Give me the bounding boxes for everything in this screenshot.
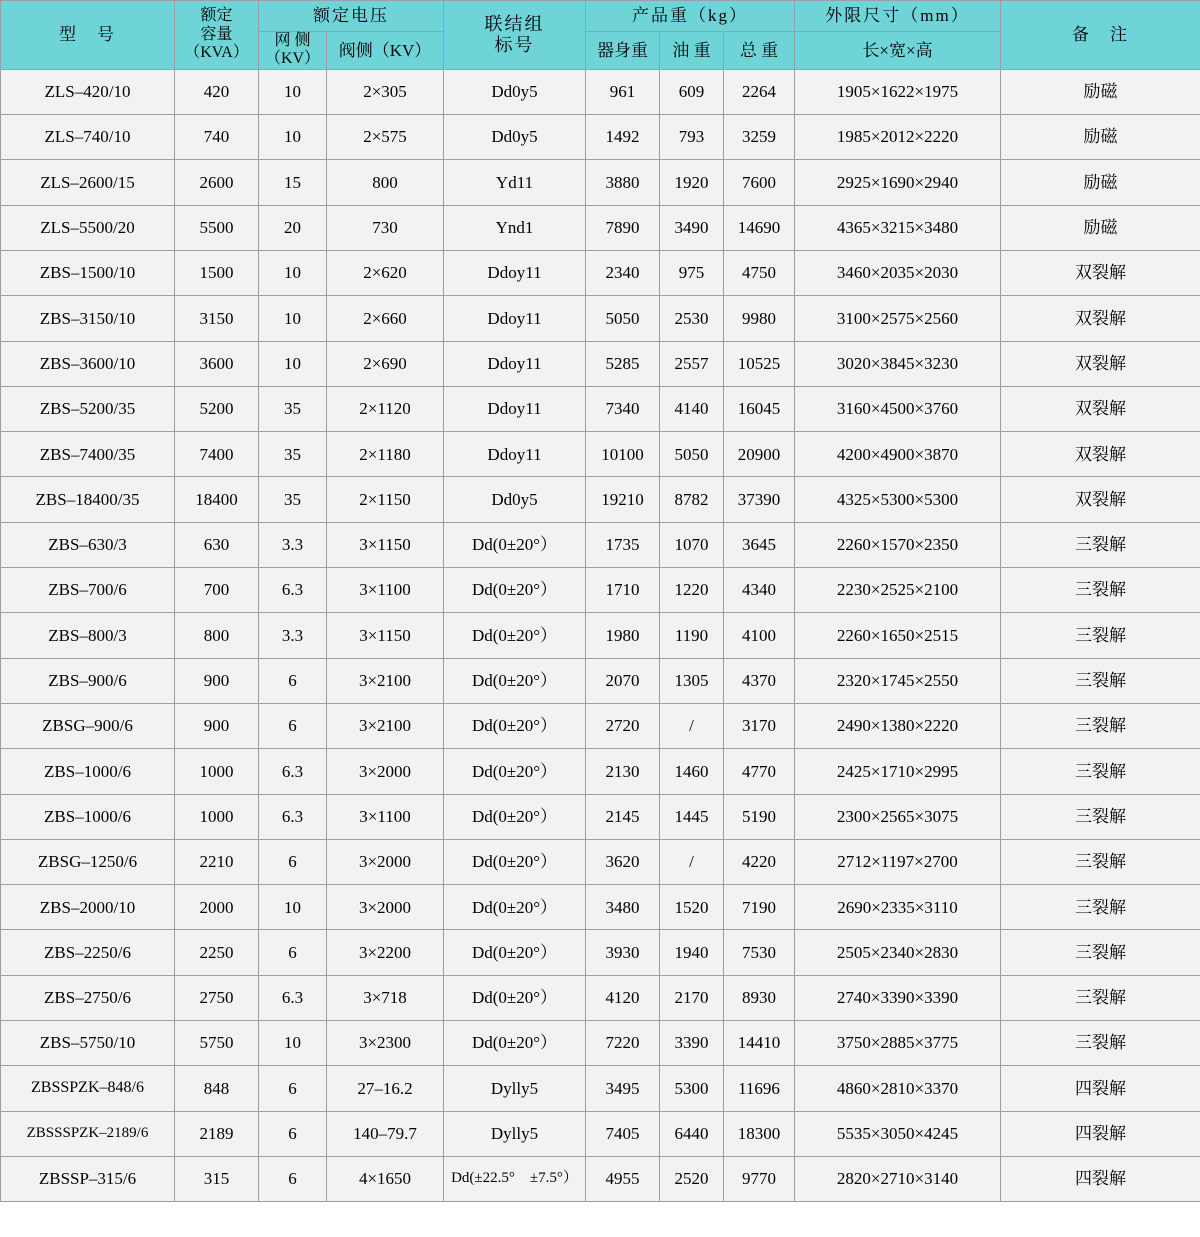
- cell-valve-side: 2×305: [327, 69, 444, 114]
- cell-total-weight: 9770: [724, 1156, 795, 1201]
- cell-connection: Dylly5: [444, 1111, 586, 1156]
- cell-remark: 三裂解: [1001, 794, 1200, 839]
- cell-body-weight: 4120: [586, 975, 660, 1020]
- cell-total-weight: 37390: [724, 477, 795, 522]
- cell-connection: Dd(0±20°）: [444, 613, 586, 658]
- cell-body-weight: 2145: [586, 794, 660, 839]
- cell-connection: Dylly5: [444, 1066, 586, 1111]
- cell-remark: 四裂解: [1001, 1111, 1200, 1156]
- table-row: [1, 250, 1200, 295]
- cell-remark: 三裂解: [1001, 975, 1200, 1020]
- cell-outline-size: 2820×2710×3140: [795, 1156, 1001, 1201]
- cell-outline-size: 3160×4500×3760: [795, 386, 1001, 431]
- cell-oil-weight: 2557: [660, 341, 724, 386]
- table-row: [1, 1066, 1200, 1111]
- cell-valve-side: 2×1150: [327, 477, 444, 522]
- cell-oil-weight: 5050: [660, 432, 724, 477]
- cell-total-weight: 14690: [724, 205, 795, 250]
- cell-body-weight: 4955: [586, 1156, 660, 1201]
- cell-model: ZBS–630/3: [1, 522, 175, 567]
- cell-grid-side: 35: [259, 477, 327, 522]
- table-row: [1, 658, 1200, 703]
- cell-oil-weight: 3390: [660, 1021, 724, 1066]
- cell-body-weight: 7340: [586, 386, 660, 431]
- cell-model: ZBS–2250/6: [1, 930, 175, 975]
- table-row: [1, 115, 1200, 160]
- cell-connection: Dd(0±20°）: [444, 658, 586, 703]
- cell-oil-weight: 3490: [660, 205, 724, 250]
- cell-rated-capacity: 1000: [175, 794, 259, 839]
- cell-model: ZBS–3150/10: [1, 296, 175, 341]
- cell-body-weight: 2130: [586, 749, 660, 794]
- cell-rated-capacity: 2189: [175, 1111, 259, 1156]
- cell-body-weight: 3495: [586, 1066, 660, 1111]
- cell-rated-capacity: 900: [175, 658, 259, 703]
- cell-model: ZBS–7400/35: [1, 432, 175, 477]
- cell-rated-capacity: 315: [175, 1156, 259, 1201]
- cell-grid-side: 6: [259, 658, 327, 703]
- cell-total-weight: 4750: [724, 250, 795, 295]
- cell-valve-side: 3×718: [327, 975, 444, 1020]
- cell-model: ZBSSP–315/6: [1, 1156, 175, 1201]
- cell-total-weight: 16045: [724, 386, 795, 431]
- cell-connection: Ddoy11: [444, 341, 586, 386]
- cell-rated-capacity: 420: [175, 69, 259, 114]
- cell-body-weight: 5050: [586, 296, 660, 341]
- cell-valve-side: 2×660: [327, 296, 444, 341]
- table-row: [1, 341, 1200, 386]
- cell-grid-side: 6.3: [259, 749, 327, 794]
- cell-remark: 励磁: [1001, 115, 1200, 160]
- cell-grid-side: 10: [259, 69, 327, 114]
- cell-outline-size: 1905×1622×1975: [795, 69, 1001, 114]
- cell-grid-side: 6: [259, 1111, 327, 1156]
- cell-remark: 三裂解: [1001, 522, 1200, 567]
- cell-model: ZBSSSPZK–2189/6: [1, 1111, 175, 1156]
- cell-valve-side: 2×1180: [327, 432, 444, 477]
- cell-rated-capacity: 7400: [175, 432, 259, 477]
- cell-connection: Dd(0±20°）: [444, 703, 586, 748]
- cell-oil-weight: 5300: [660, 1066, 724, 1111]
- cell-body-weight: 1980: [586, 613, 660, 658]
- cell-remark: 三裂解: [1001, 568, 1200, 613]
- cell-valve-side: 3×1150: [327, 613, 444, 658]
- header-oil-weight: 油 重: [660, 32, 724, 70]
- cell-body-weight: 10100: [586, 432, 660, 477]
- cell-connection: Dd(0±20°）: [444, 839, 586, 884]
- cell-outline-size: 2490×1380×2220: [795, 703, 1001, 748]
- table-row: [1, 477, 1200, 522]
- cell-total-weight: 4100: [724, 613, 795, 658]
- header-grid-side-line2: （KV）: [264, 50, 321, 68]
- cell-total-weight: 7190: [724, 885, 795, 930]
- cell-connection: Dd(±22.5° ±7.5°）: [444, 1156, 586, 1201]
- cell-valve-side: 3×1100: [327, 568, 444, 613]
- cell-outline-size: 3750×2885×3775: [795, 1021, 1001, 1066]
- cell-total-weight: 2264: [724, 69, 795, 114]
- cell-oil-weight: 1190: [660, 613, 724, 658]
- table-row: [1, 839, 1200, 884]
- cell-grid-side: 35: [259, 432, 327, 477]
- cell-remark: 三裂解: [1001, 658, 1200, 703]
- cell-rated-capacity: 2250: [175, 930, 259, 975]
- cell-rated-capacity: 848: [175, 1066, 259, 1111]
- cell-model: ZBS–5200/35: [1, 386, 175, 431]
- header-remark: 备 注: [1001, 1, 1200, 70]
- table-row: [1, 386, 1200, 431]
- cell-model: ZBS–5750/10: [1, 1021, 175, 1066]
- cell-model: ZBS–700/6: [1, 568, 175, 613]
- cell-grid-side: 10: [259, 341, 327, 386]
- cell-oil-weight: 1940: [660, 930, 724, 975]
- cell-connection: Dd0y5: [444, 115, 586, 160]
- cell-remark: 励磁: [1001, 160, 1200, 205]
- cell-outline-size: 4365×3215×3480: [795, 205, 1001, 250]
- table-row: [1, 296, 1200, 341]
- cell-outline-size: 2425×1710×2995: [795, 749, 1001, 794]
- cell-remark: 四裂解: [1001, 1156, 1200, 1201]
- cell-outline-size: 2690×2335×3110: [795, 885, 1001, 930]
- cell-grid-side: 35: [259, 386, 327, 431]
- cell-oil-weight: 2170: [660, 975, 724, 1020]
- cell-valve-side: 3×1150: [327, 522, 444, 567]
- table-row: [1, 794, 1200, 839]
- cell-rated-capacity: 900: [175, 703, 259, 748]
- cell-connection: Dd(0±20°）: [444, 794, 586, 839]
- cell-remark: 双裂解: [1001, 250, 1200, 295]
- header-rated-capacity-line1: 额定: [200, 7, 233, 25]
- cell-grid-side: 3.3: [259, 522, 327, 567]
- cell-rated-capacity: 2750: [175, 975, 259, 1020]
- header-rated-capacity-line3: （KVA）: [184, 44, 249, 62]
- cell-grid-side: 6.3: [259, 975, 327, 1020]
- cell-total-weight: 9980: [724, 296, 795, 341]
- cell-body-weight: 7890: [586, 205, 660, 250]
- cell-connection: Ddoy11: [444, 250, 586, 295]
- header-connection-group-line2: 标号: [494, 34, 535, 55]
- cell-rated-capacity: 2000: [175, 885, 259, 930]
- cell-model: ZBS–1000/6: [1, 749, 175, 794]
- table-row: [1, 160, 1200, 205]
- cell-model: ZLS–740/10: [1, 115, 175, 160]
- cell-oil-weight: 2520: [660, 1156, 724, 1201]
- cell-rated-capacity: 3600: [175, 341, 259, 386]
- cell-body-weight: 961: [586, 69, 660, 114]
- cell-body-weight: 2070: [586, 658, 660, 703]
- cell-oil-weight: 6440: [660, 1111, 724, 1156]
- cell-grid-side: 6: [259, 703, 327, 748]
- table-row: [1, 749, 1200, 794]
- cell-grid-side: 3.3: [259, 613, 327, 658]
- cell-rated-capacity: 2600: [175, 160, 259, 205]
- cell-outline-size: 2260×1650×2515: [795, 613, 1001, 658]
- table-row: [1, 703, 1200, 748]
- table-row: [1, 568, 1200, 613]
- cell-remark: 双裂解: [1001, 296, 1200, 341]
- cell-valve-side: 3×2000: [327, 839, 444, 884]
- cell-grid-side: 10: [259, 1021, 327, 1066]
- cell-remark: 双裂解: [1001, 341, 1200, 386]
- cell-oil-weight: 1520: [660, 885, 724, 930]
- cell-connection: Ddoy11: [444, 386, 586, 431]
- cell-valve-side: 3×1100: [327, 794, 444, 839]
- cell-grid-side: 10: [259, 885, 327, 930]
- table-row: [1, 885, 1200, 930]
- table-row: [1, 69, 1200, 114]
- cell-oil-weight: 4140: [660, 386, 724, 431]
- cell-valve-side: 3×2100: [327, 703, 444, 748]
- cell-connection: Dd(0±20°）: [444, 975, 586, 1020]
- cell-body-weight: 1735: [586, 522, 660, 567]
- cell-oil-weight: 1070: [660, 522, 724, 567]
- cell-oil-weight: 2530: [660, 296, 724, 341]
- header-connection-group-line1: 联结组: [484, 14, 545, 35]
- cell-rated-capacity: 5500: [175, 205, 259, 250]
- cell-body-weight: 3480: [586, 885, 660, 930]
- cell-connection: Ynd1: [444, 205, 586, 250]
- cell-connection: Ddoy11: [444, 432, 586, 477]
- cell-grid-side: 10: [259, 296, 327, 341]
- cell-model: ZLS–5500/20: [1, 205, 175, 250]
- cell-body-weight: 3880: [586, 160, 660, 205]
- cell-connection: Dd(0±20°）: [444, 749, 586, 794]
- cell-rated-capacity: 3150: [175, 296, 259, 341]
- cell-outline-size: 2505×2340×2830: [795, 930, 1001, 975]
- cell-remark: 双裂解: [1001, 386, 1200, 431]
- cell-outline-size: 2740×3390×3390: [795, 975, 1001, 1020]
- header-row-1: [1, 1, 1200, 32]
- cell-total-weight: 4770: [724, 749, 795, 794]
- cell-valve-side: 2×575: [327, 115, 444, 160]
- header-product-weight: 产品重（kg）: [586, 1, 795, 32]
- cell-valve-side: 4×1650: [327, 1156, 444, 1201]
- cell-body-weight: 1710: [586, 568, 660, 613]
- cell-outline-size: 2320×1745×2550: [795, 658, 1001, 703]
- cell-rated-capacity: 1000: [175, 749, 259, 794]
- cell-outline-size: 3460×2035×2030: [795, 250, 1001, 295]
- table-row: [1, 1156, 1200, 1201]
- cell-total-weight: 4220: [724, 839, 795, 884]
- cell-outline-size: 4200×4900×3870: [795, 432, 1001, 477]
- cell-body-weight: 2340: [586, 250, 660, 295]
- cell-total-weight: 7530: [724, 930, 795, 975]
- cell-body-weight: 7405: [586, 1111, 660, 1156]
- cell-valve-side: 730: [327, 205, 444, 250]
- cell-total-weight: 3170: [724, 703, 795, 748]
- table-row: [1, 1021, 1200, 1066]
- cell-grid-side: 6: [259, 1156, 327, 1201]
- cell-valve-side: 3×2300: [327, 1021, 444, 1066]
- cell-oil-weight: 975: [660, 250, 724, 295]
- cell-grid-side: 6: [259, 1066, 327, 1111]
- table-row: [1, 613, 1200, 658]
- cell-rated-capacity: 1500: [175, 250, 259, 295]
- cell-total-weight: 4340: [724, 568, 795, 613]
- cell-body-weight: 5285: [586, 341, 660, 386]
- cell-model: ZBS–3600/10: [1, 341, 175, 386]
- table-row: [1, 432, 1200, 477]
- cell-rated-capacity: 2210: [175, 839, 259, 884]
- cell-rated-capacity: 18400: [175, 477, 259, 522]
- cell-connection: Dd(0±20°）: [444, 1021, 586, 1066]
- cell-total-weight: 18300: [724, 1111, 795, 1156]
- table-row: [1, 522, 1200, 567]
- cell-total-weight: 14410: [724, 1021, 795, 1066]
- cell-grid-side: 6.3: [259, 568, 327, 613]
- cell-rated-capacity: 740: [175, 115, 259, 160]
- cell-oil-weight: 1460: [660, 749, 724, 794]
- cell-connection: Dd0y5: [444, 69, 586, 114]
- cell-valve-side: 3×2200: [327, 930, 444, 975]
- table-row: [1, 930, 1200, 975]
- table-body: [1, 69, 1200, 1201]
- cell-model: ZBSSPZK–848/6: [1, 1066, 175, 1111]
- cell-model: ZBS–800/3: [1, 613, 175, 658]
- cell-remark: 三裂解: [1001, 749, 1200, 794]
- cell-connection: Dd0y5: [444, 477, 586, 522]
- cell-oil-weight: 1445: [660, 794, 724, 839]
- cell-connection: Yd11: [444, 160, 586, 205]
- cell-grid-side: 6.3: [259, 794, 327, 839]
- cell-connection: Dd(0±20°）: [444, 522, 586, 567]
- cell-valve-side: 3×2000: [327, 749, 444, 794]
- cell-oil-weight: 1305: [660, 658, 724, 703]
- cell-valve-side: 140–79.7: [327, 1111, 444, 1156]
- cell-oil-weight: /: [660, 839, 724, 884]
- cell-total-weight: 10525: [724, 341, 795, 386]
- header-rated-capacity-line2: 容量: [200, 25, 233, 43]
- cell-outline-size: 3020×3845×3230: [795, 341, 1001, 386]
- cell-remark: 四裂解: [1001, 1066, 1200, 1111]
- cell-connection: Ddoy11: [444, 296, 586, 341]
- table-row: [1, 205, 1200, 250]
- cell-grid-side: 10: [259, 115, 327, 160]
- header-body-weight: 器身重: [586, 32, 660, 70]
- cell-body-weight: 2720: [586, 703, 660, 748]
- cell-remark: 三裂解: [1001, 613, 1200, 658]
- header-total-weight: 总 重: [724, 32, 795, 70]
- header-connection-group: [444, 1, 586, 70]
- cell-valve-side: 3×2000: [327, 885, 444, 930]
- cell-remark: 三裂解: [1001, 1021, 1200, 1066]
- header-grid-side: [259, 32, 327, 70]
- cell-model: ZBSG–900/6: [1, 703, 175, 748]
- cell-remark: 双裂解: [1001, 432, 1200, 477]
- cell-model: ZBS–900/6: [1, 658, 175, 703]
- cell-grid-side: 10: [259, 250, 327, 295]
- cell-model: ZLS–2600/15: [1, 160, 175, 205]
- cell-model: ZBSG–1250/6: [1, 839, 175, 884]
- cell-remark: 三裂解: [1001, 703, 1200, 748]
- cell-remark: 三裂解: [1001, 839, 1200, 884]
- cell-oil-weight: 793: [660, 115, 724, 160]
- header-grid-side-line1: 网 侧: [274, 32, 311, 49]
- cell-model: ZBS–2000/10: [1, 885, 175, 930]
- cell-oil-weight: /: [660, 703, 724, 748]
- cell-model: ZBS–2750/6: [1, 975, 175, 1020]
- cell-total-weight: 5190: [724, 794, 795, 839]
- cell-valve-side: 2×690: [327, 341, 444, 386]
- cell-remark: 励磁: [1001, 69, 1200, 114]
- cell-outline-size: 2712×1197×2700: [795, 839, 1001, 884]
- header-rated-capacity: [175, 1, 259, 70]
- cell-outline-size: 4325×5300×5300: [795, 477, 1001, 522]
- cell-outline-size: 2260×1570×2350: [795, 522, 1001, 567]
- cell-oil-weight: 609: [660, 69, 724, 114]
- header-model: 型 号: [1, 1, 175, 70]
- cell-remark: 三裂解: [1001, 885, 1200, 930]
- cell-remark: 三裂解: [1001, 930, 1200, 975]
- cell-oil-weight: 8782: [660, 477, 724, 522]
- header-valve-side: 阀侧（KV）: [327, 32, 444, 70]
- table-row: [1, 1111, 1200, 1156]
- cell-valve-side: 3×2100: [327, 658, 444, 703]
- cell-oil-weight: 1920: [660, 160, 724, 205]
- cell-body-weight: 3620: [586, 839, 660, 884]
- cell-grid-side: 20: [259, 205, 327, 250]
- cell-grid-side: 6: [259, 839, 327, 884]
- cell-valve-side: 2×1120: [327, 386, 444, 431]
- cell-total-weight: 11696: [724, 1066, 795, 1111]
- header-rated-voltage: 额定电压: [259, 1, 444, 32]
- cell-remark: 励磁: [1001, 205, 1200, 250]
- cell-body-weight: 3930: [586, 930, 660, 975]
- cell-connection: Dd(0±20°）: [444, 885, 586, 930]
- cell-total-weight: 7600: [724, 160, 795, 205]
- cell-grid-side: 15: [259, 160, 327, 205]
- cell-total-weight: 20900: [724, 432, 795, 477]
- cell-model: ZLS–420/10: [1, 69, 175, 114]
- cell-oil-weight: 1220: [660, 568, 724, 613]
- cell-rated-capacity: 5200: [175, 386, 259, 431]
- header-lwh: 长×宽×高: [795, 32, 1001, 70]
- cell-total-weight: 3645: [724, 522, 795, 567]
- cell-rated-capacity: 5750: [175, 1021, 259, 1066]
- cell-total-weight: 3259: [724, 115, 795, 160]
- cell-model: ZBS–1500/10: [1, 250, 175, 295]
- cell-outline-size: 2300×2565×3075: [795, 794, 1001, 839]
- cell-outline-size: 2230×2525×2100: [795, 568, 1001, 613]
- cell-body-weight: 1492: [586, 115, 660, 160]
- cell-body-weight: 19210: [586, 477, 660, 522]
- cell-outline-size: 5535×3050×4245: [795, 1111, 1001, 1156]
- cell-valve-side: 2×620: [327, 250, 444, 295]
- cell-outline-size: 3100×2575×2560: [795, 296, 1001, 341]
- cell-total-weight: 4370: [724, 658, 795, 703]
- table-row: [1, 975, 1200, 1020]
- cell-model: ZBS–18400/35: [1, 477, 175, 522]
- cell-body-weight: 7220: [586, 1021, 660, 1066]
- cell-outline-size: 4860×2810×3370: [795, 1066, 1001, 1111]
- cell-rated-capacity: 630: [175, 522, 259, 567]
- header-outline-size: 外限尺寸（mm）: [795, 1, 1001, 32]
- cell-connection: Dd(0±20°）: [444, 568, 586, 613]
- cell-rated-capacity: 700: [175, 568, 259, 613]
- cell-model: ZBS–1000/6: [1, 794, 175, 839]
- cell-outline-size: 2925×1690×2940: [795, 160, 1001, 205]
- cell-total-weight: 8930: [724, 975, 795, 1020]
- cell-connection: Dd(0±20°）: [444, 930, 586, 975]
- cell-grid-side: 6: [259, 930, 327, 975]
- cell-remark: 双裂解: [1001, 477, 1200, 522]
- cell-outline-size: 1985×2012×2220: [795, 115, 1001, 160]
- cell-rated-capacity: 800: [175, 613, 259, 658]
- cell-valve-side: 27–16.2: [327, 1066, 444, 1111]
- table-header: [1, 1, 1200, 70]
- cell-valve-side: 800: [327, 160, 444, 205]
